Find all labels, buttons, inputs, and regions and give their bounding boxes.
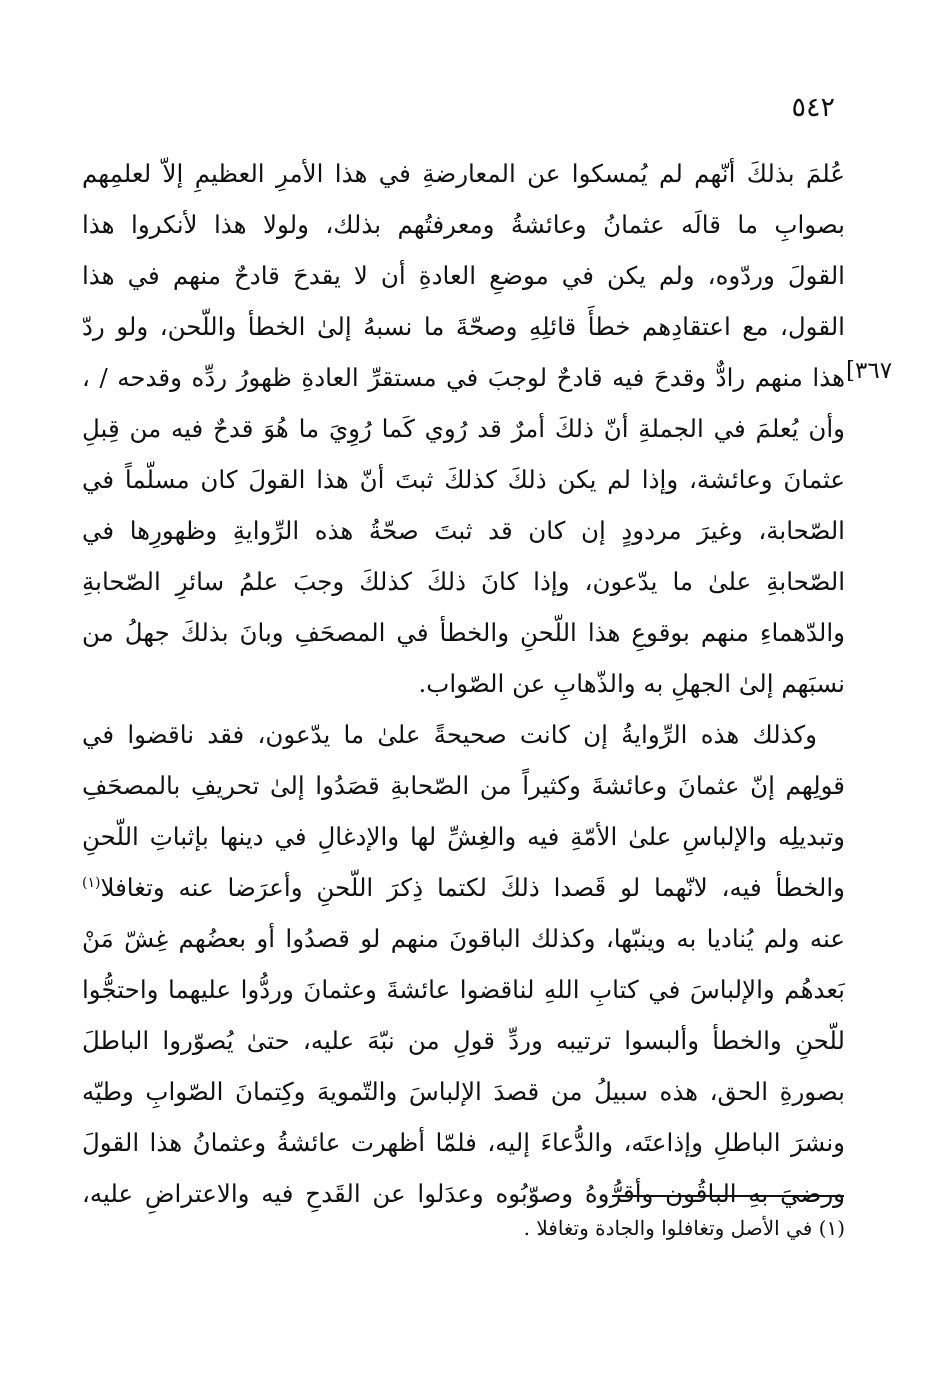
footnote-marker: (١) [82, 874, 101, 891]
text-line: وأن يُعلمَ في الجملةِ أنّ ذلكَ أمرٌ قد رُوي كَما رُوِيَ ما هُوَ قدحٌ فيه من قِبلِ [82, 414, 845, 443]
text-line: الصّحابةِ علىٰ ما يدّعون، وإذا كانَ ذلكَ كذلكَ وجبَ علمُ سائرِ الصّحابةِ [82, 567, 845, 596]
text-line: ونشرَ الباطلِ وإذاعتَه، والدُّعاءَ إليه، فلمّا أظهرت عائشةُ وعثمانُ هذا القولَ [82, 1128, 845, 1157]
text-line: القول، مع اعتقادِهم خطأَ قائلِهِ وصحّةَ ما نسبهُ إلىٰ الخطأ واللّحن، ولو ردّ [82, 312, 845, 341]
text-line: قولِهم إنّ عثمانَ وعائشةَ وكثيراً من الصّحابةِ قصَدُوا إلىٰ تحريفِ بالمصحَفِ [82, 771, 845, 800]
footnote-divider [612, 1195, 844, 1197]
text-line: القولَ وردّوه، ولم يكن في موضعِ العادةِ أن لا يقدحَ قادحٌ منهم في هذا [82, 261, 845, 290]
page-number: ٥٤٢ [791, 92, 835, 123]
text-line: عثمانَ وعائشة، وإذا لم يكن ذلكَ كذلكَ ثبتَ أنّ هذا القولَ كان مسلّماً في [82, 465, 845, 494]
text-line: عُلمَ بذلكَ أنّهم لم يُمسكوا عن المعارضةِ في هذا الأمرِ العظيمِ إلاّ لعلمِهم [82, 159, 845, 188]
text-line: وكذلك هذه الرِّوايةُ إن كانت صحيحةً علىٰ ما يدّعون، فقد ناقضوا في [82, 720, 817, 749]
text-line [82, 862, 845, 913]
text-line-content: والخطأ فيه، لانّهما لو قَصدا ذلكَ لكتما ذِكرَ اللّحنِ وأعرَضا عنه وتغافلا [100, 873, 845, 902]
footnote: (١) في الأصل وتغافلوا والجادة وتغافلا . [523, 1216, 845, 1240]
text-line: بَعدهُم والإلباسَ في كتابِ اللهِ لناقضوا عائشةَ وعثمانَ وردُّوا عليهما واحتجُّوا [82, 975, 845, 1004]
text-line: للّحنِ والخطأ وألبسوا ترتيبه وردِّ قولِ من نبّهَ عليه، حتىٰ يُصوّروا الباطلَ [82, 1026, 845, 1055]
text-line: وتبديلِه والإلباسِ علىٰ الأمّةِ فيه والغِشِّ لها والإدغالِ في دينها بإثباتِ اللّحنِ [82, 822, 845, 851]
text-line: بصوابِ ما قالَه عثمانُ وعائشةُ ومعرفتُهم بذلك، ولولا هذا لأنكروا هذا [82, 210, 845, 239]
margin-reference: [٣٦٧ [846, 358, 893, 384]
text-line: ورضيَ بهِ الباقُون وأقرُّوهُ وصوّبُوه وعدَلوا عن القَدحِ فيه والاعتراضِ عليه، [82, 1179, 845, 1208]
text-line: بصورةِ الحق، هذه سبيلُ من قصدَ الإلباسَ والتّمويهَ وكِتمانَ الصّوابِ وطيّه [82, 1077, 845, 1106]
text-line: هذا منهم رادٌّ وقدحَ فيه قادحٌ لوجبَ في مستقرِّ العادةِ ظهورُ ردِّه وقدحه / ، [82, 363, 845, 392]
text-line: والدّهماءِ منهم بوقوعِ هذا اللّحنِ والخطأ في المصحَفِ وبانَ بذلكَ جهلُ من [82, 618, 845, 647]
text-line: الصّحابة، وغيرَ مردودٍ إن كان قد ثبتَ صحّةُ هذه الرِّوايةِ وظهورِها في [82, 516, 845, 545]
text-line: عنه ولم يُناديا به وينبّها، وكذلك الباقونَ منهم لو قصدُوا أو بعضُهم غِشّ مَنْ [82, 924, 845, 953]
text-line: نسبَهم إلىٰ الجهلِ به والذّهابِ عن الصّواب. [418, 669, 845, 698]
body-text [82, 148, 845, 1219]
